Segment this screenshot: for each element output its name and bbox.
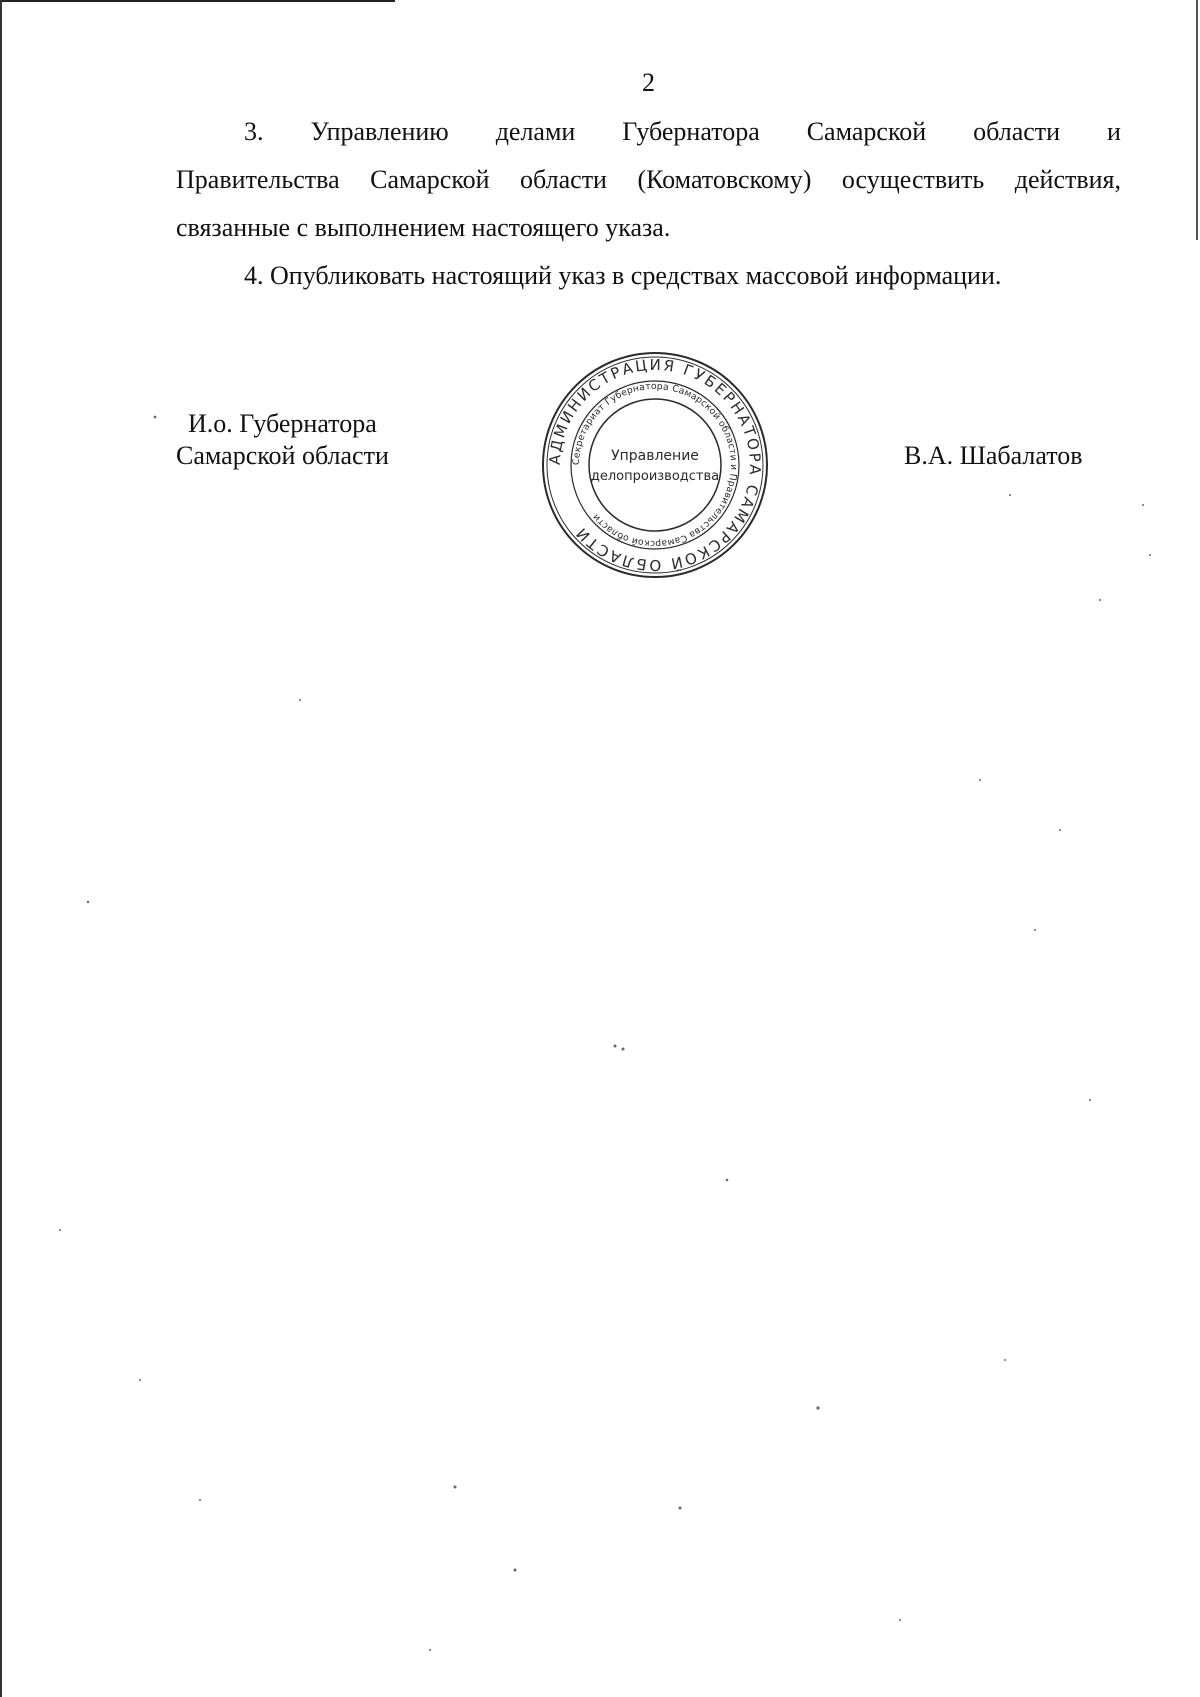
word: Управлению (310, 117, 449, 146)
signatory-title (176, 408, 389, 472)
word: 3. (244, 117, 264, 146)
paragraph-3-line-1 (176, 108, 1121, 156)
word: Губернатора (622, 117, 760, 146)
word: и (1107, 117, 1121, 146)
word: делами (495, 117, 576, 146)
stamp-center-line-2: делопроизводства (590, 469, 720, 484)
signatory-name: В.А. Шабалатов (904, 441, 1083, 470)
word: Самарской (806, 117, 927, 146)
signatory-title-line-2: Самарской области (176, 441, 389, 470)
paragraph-3 (176, 108, 1121, 252)
paragraph-4: 4. Опубликовать настоящий указ в средствах массовой информации. (244, 261, 1002, 290)
stamp-inner-text: Секретариат Губернатора Самарской области и Правительства Самарской области (570, 380, 740, 550)
stamp-outer-text: АДМИНИСТРАЦИЯ ГУБЕРНАТОРА САМАРСКОЙ ОБЛАСТИ (545, 355, 765, 575)
page-number: 2 (642, 68, 655, 97)
paragraph-3-line-3: связанные с выполнением настоящего указа. (176, 213, 671, 242)
stamp-center-line-1: Управление (611, 448, 699, 464)
scan-frame-left (0, 0, 2, 1697)
scan-frame-right (1196, 0, 1198, 240)
signatory-title-line-1: И.о. Губернатора (188, 409, 377, 438)
word: области (973, 117, 1061, 146)
official-stamp (540, 350, 770, 580)
scan-frame-top (0, 0, 395, 2)
paragraph-3-line-2: Правительства Самарской области (Коматовскому) осуществить действия, (176, 165, 1121, 194)
stamp-inner-ring (589, 399, 721, 531)
